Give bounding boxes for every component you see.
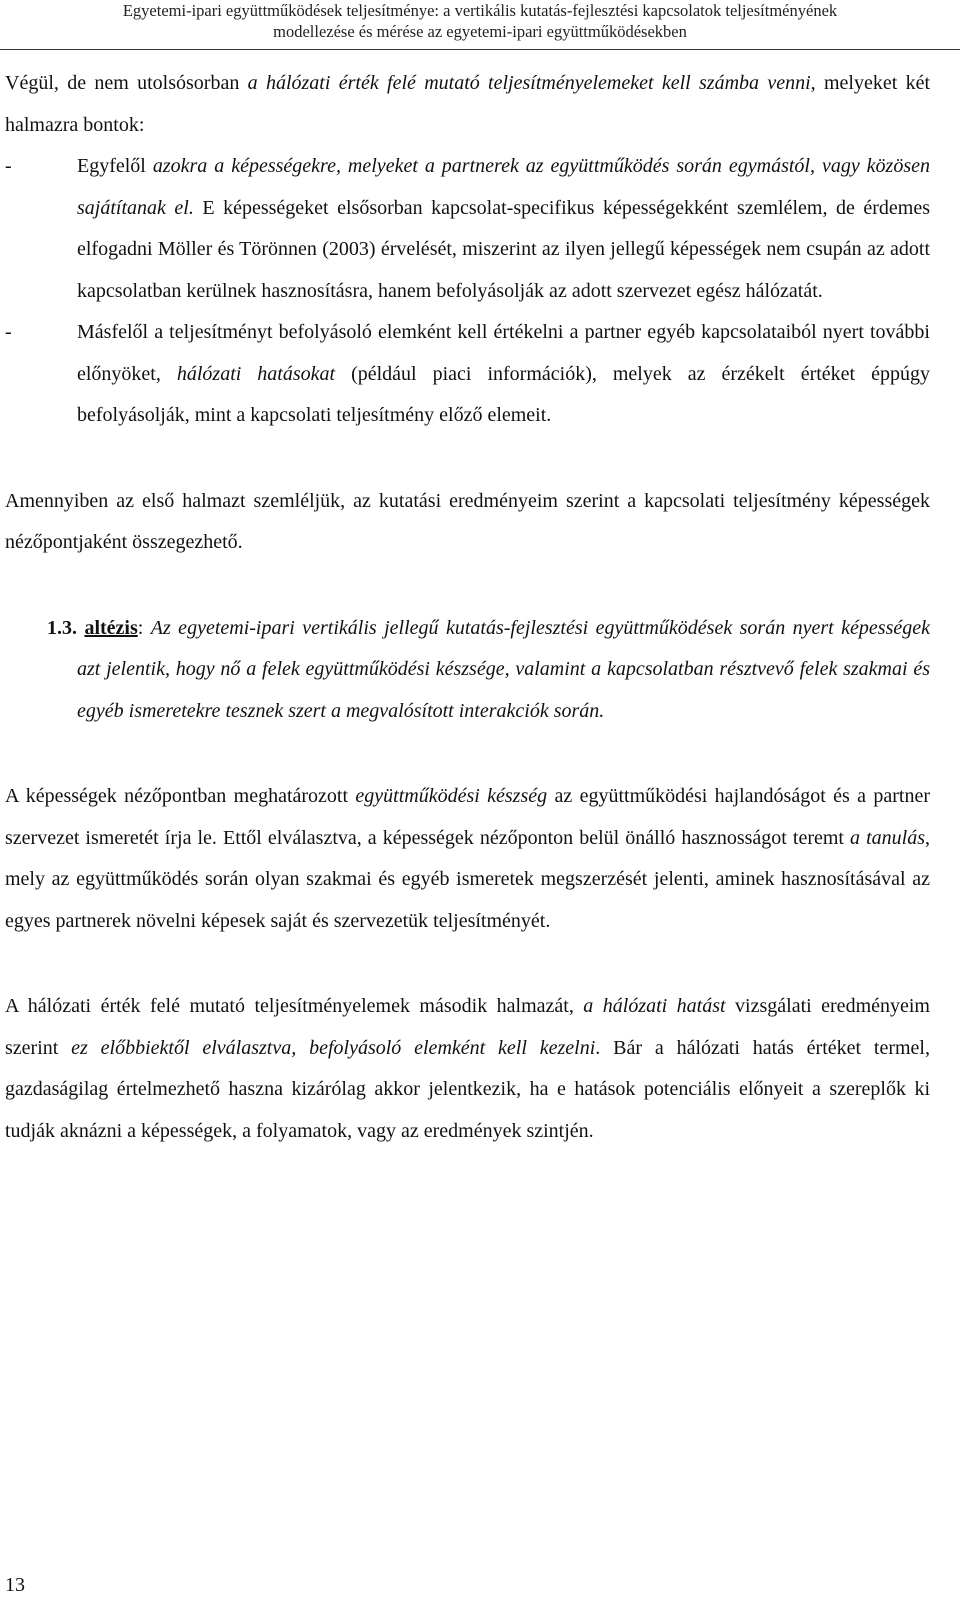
thesis-number: 1.3. bbox=[47, 616, 77, 639]
text-span: Másfelől a teljesítményt befolyásoló elemként kell értékelni a partner egyéb kapcsolataiból nyert további előnyöket, bbox=[77, 321, 930, 385]
running-header bbox=[0, 0, 960, 42]
text-span: Egyfelől bbox=[77, 155, 153, 177]
text-span: E képességeket elsősorban kapcsolat-specifikus képességekként szemlélem, de érdemes elfogadni Möller és Törönnen (2003) érvelését, miszerint az ilyen jellegű képességek nem csupán az adott kapcsolatban kerülnek hasznosításra, hanem befolyásolják az adott szervezet egész hálózatát. bbox=[77, 196, 931, 302]
text-span: (például piaci információk), melyek az érzékelt értéket éppúgy befolyásolják, mint a kapcsolati teljesítmény előző elemeit. bbox=[77, 362, 930, 426]
body-text bbox=[5, 63, 930, 1152]
running-header-line-1: Egyetemi-ipari együttműködések teljesítménye: a vertikális kutatás-fejlesztési kapcsolatok teljesítményének bbox=[122, 1, 838, 20]
thesis-block bbox=[5, 608, 930, 733]
header-divider bbox=[0, 49, 960, 50]
paragraph-capabilities bbox=[5, 776, 930, 942]
paragraph-intro bbox=[5, 63, 930, 146]
emphasis: együttműködési készség bbox=[355, 785, 548, 807]
text-span: . Bár a hálózati hatás értéket termel, gazdaságilag értelmezhető haszna kizárólag akkor jelentkezik, ha e hatások potenciális előnyeit a szereplők ki tudják aknázni a képességek, a folyamatok, vagy az eredmények szintjén. bbox=[5, 1036, 930, 1142]
emphasis: ez előbbiektől elválasztva, befolyásoló elemként kell kezelni bbox=[71, 1036, 596, 1059]
emphasis: a tanulás bbox=[850, 826, 925, 849]
list-item bbox=[5, 312, 930, 437]
emphasis: hálózati hatásokat bbox=[176, 362, 336, 385]
text-span: A hálózati érték felé mutató teljesítményelemek második halmazát, bbox=[5, 995, 584, 1017]
list-item bbox=[5, 146, 930, 312]
text-span: , melyeket két halmazra bontok: bbox=[5, 72, 931, 136]
emphasis: a hálózati hatást bbox=[583, 995, 726, 1017]
emphasis: a hálózati érték felé mutató teljesítményelemeket kell számba venni bbox=[247, 72, 811, 94]
text-span: Végül, de nem utolsósorban bbox=[5, 72, 248, 94]
paragraph-summary: Amennyiben az első halmazt szemléljük, az kutatási eredményeim szerint a kapcsolati teljesítmény képességek nézőpontjaként összegezhető. bbox=[5, 489, 930, 553]
text-span: , mely az együttműködés során olyan szakmai és egyéb ismeretek megszerzését jelenti, aminek hasznosításával az egyes partnerek növelni képesek saját és szervezetük teljesítményét. bbox=[5, 826, 930, 932]
list-bullet: - bbox=[5, 155, 12, 177]
thesis-text: Az egyetemi-ipari vertikális jellegű kutatás-fejlesztési együttműködések során nyert képességek azt jelentik, hogy nő a felek együttműködési készsége, valamint a kapcsolatban résztvevő felek szakmai és egyéb ismeretekre tesznek szert a megvalósított interakciók során. bbox=[77, 616, 930, 722]
list-bullet: - bbox=[5, 321, 12, 343]
thesis-label: altézis bbox=[84, 616, 138, 639]
paragraph-network-effect bbox=[5, 986, 930, 1152]
text-span: vizsgálati eredményeim szerint bbox=[5, 995, 930, 1059]
text-span: A képességek nézőpontban meghatározott bbox=[5, 785, 356, 807]
running-header-line-2: modellezése és mérése az egyetemi-ipari együttműködésekben bbox=[273, 22, 687, 41]
page-number: 13 bbox=[5, 1574, 25, 1596]
emphasis: azokra a képességekre, melyeket a partnerek az együttműködés során egymástól, vagy közösen sajátítanak el. bbox=[77, 155, 930, 219]
text-span: : bbox=[137, 616, 144, 639]
text-span: az együttműködési hajlandóságot és a partner szervezet ismeretét írja le. Ettől elválasztva, a képességek nézőponton belül önálló hasznosságot teremt bbox=[5, 785, 930, 849]
